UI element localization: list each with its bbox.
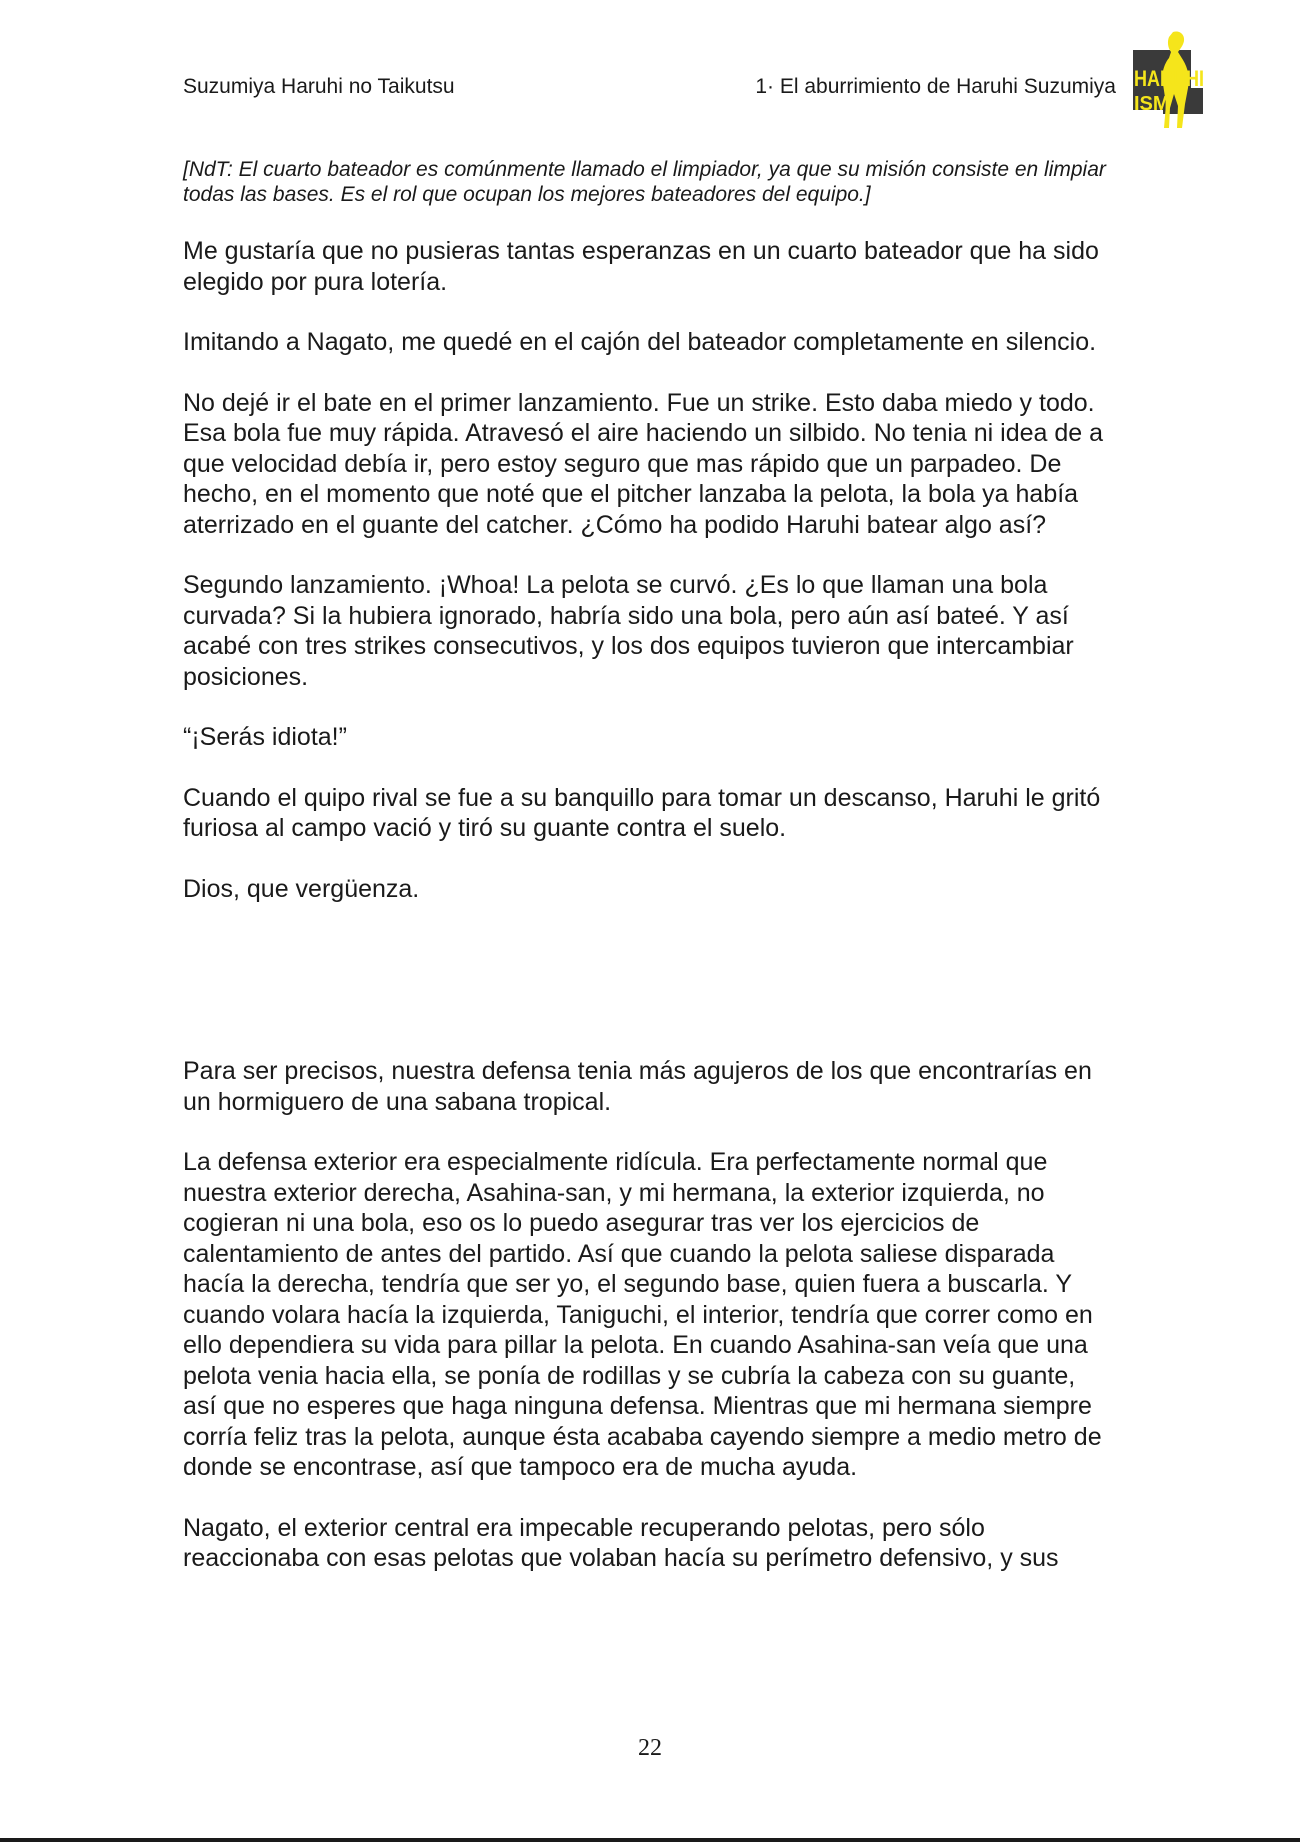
paragraph: Para ser precisos, nuestra defensa tenia más agujeros de los que encontrarías en un hormiguero de una sabana tropical. bbox=[183, 1057, 1092, 1116]
paragraph: No dejé ir el bate en el primer lanzamiento. Fue un strike. Esto daba miedo y todo. Esa bola fue muy rápida. Atravesó el aire haciendo un silbido. No tenia ni idea de a que velocidad debía ir, pero estoy seguro que mas rápido que un parpadeo. De hecho, en el momento que noté que el pitcher lanzaba la pelota, la bola ya había aterrizado en el guante del catcher. ¿Cómo ha podido Haruhi batear algo así? bbox=[183, 388, 1104, 539]
header-chapter-title: 1· El aburrimiento de Haruhi Suzumiya bbox=[755, 75, 1116, 98]
svg-text:ISM: ISM bbox=[1134, 93, 1170, 115]
paragraph: Imitando a Nagato, me quedé en el cajón del bateador completamente en silencio. bbox=[183, 328, 1097, 356]
paragraph: La defensa exterior era especialmente ridícula. Era perfectamente normal que nuestra exterior derecha, Asahina-san, y mi hermana, la exterior izquierda, no cogieran ni una bola, eso os lo puedo asegurar tras ver los ejercicios de calentamiento de antes del partido. Así que cuando la pelota saliese disparada hacía la derecha, tendría que ser yo, el segundo base, quien fuera a buscarla. Y cuando volara hacía la izquierda, Taniguchi, el interior, tendría que correr como en ello dependiera su vida para pillar la pelota. En cuando Asahina-san veía que una pelota venia hacia ella, se ponía de rodillas y se cubría la cabeza con su guante, así que no esperes que haga ninguna defensa. Mientras que mi hermana siempre corría feliz tras la pelota, aunque ésta acababa cayendo siempre a medio metro de donde se encontrase, así que tampoco era de mucha ayuda. bbox=[183, 1148, 1102, 1481]
page-number: 22 bbox=[638, 1735, 662, 1761]
paragraph: Me gustaría que no pusieras tantas esperanzas en un cuarto bateador que ha sido elegido por pura lotería. bbox=[183, 237, 1099, 296]
header-book-title: Suzumiya Haruhi no Taikutsu bbox=[183, 75, 455, 98]
haruhi-ism-logo bbox=[1133, 28, 1205, 132]
page-header bbox=[183, 75, 1116, 105]
paragraph: Segundo lanzamiento. ¡Whoa! La pelota se curvó. ¿Es lo que llaman una bola curvada? Si la hubiera ignorado, habría sido una bola, pero aún así bateé. Y así acabé con tres strikes consecutivos, y los dos equipos tuvieron que intercambiar posiciones. bbox=[183, 571, 1074, 691]
paragraph: Dios, que vergüenza. bbox=[183, 874, 420, 903]
dialogue-line: “¡Serás idiota!” bbox=[183, 723, 347, 751]
translator-note: [NdT: El cuarto bateador es comúnmente llamado el limpiador, ya que su misión consiste en limpiar todas las bases. Es el rol que ocupan los mejores bateadores del equipo.] bbox=[183, 158, 1106, 206]
paragraph: Cuando el quipo rival se fue a su banquillo para tomar un descanso, Haruhi le gritó furiosa al campo vació y tiró su guante contra el suelo. bbox=[183, 783, 1101, 842]
svg-text:HARUHI: HARUHI bbox=[1134, 66, 1204, 91]
bottom-divider bbox=[0, 1838, 1300, 1842]
body-text bbox=[183, 236, 1113, 1604]
paragraph: Nagato, el exterior central era impecable recuperando pelotas, pero sólo reaccionaba con esas pelotas que volaban hacía su perímetro defensivo, y sus bbox=[183, 1513, 1059, 1572]
